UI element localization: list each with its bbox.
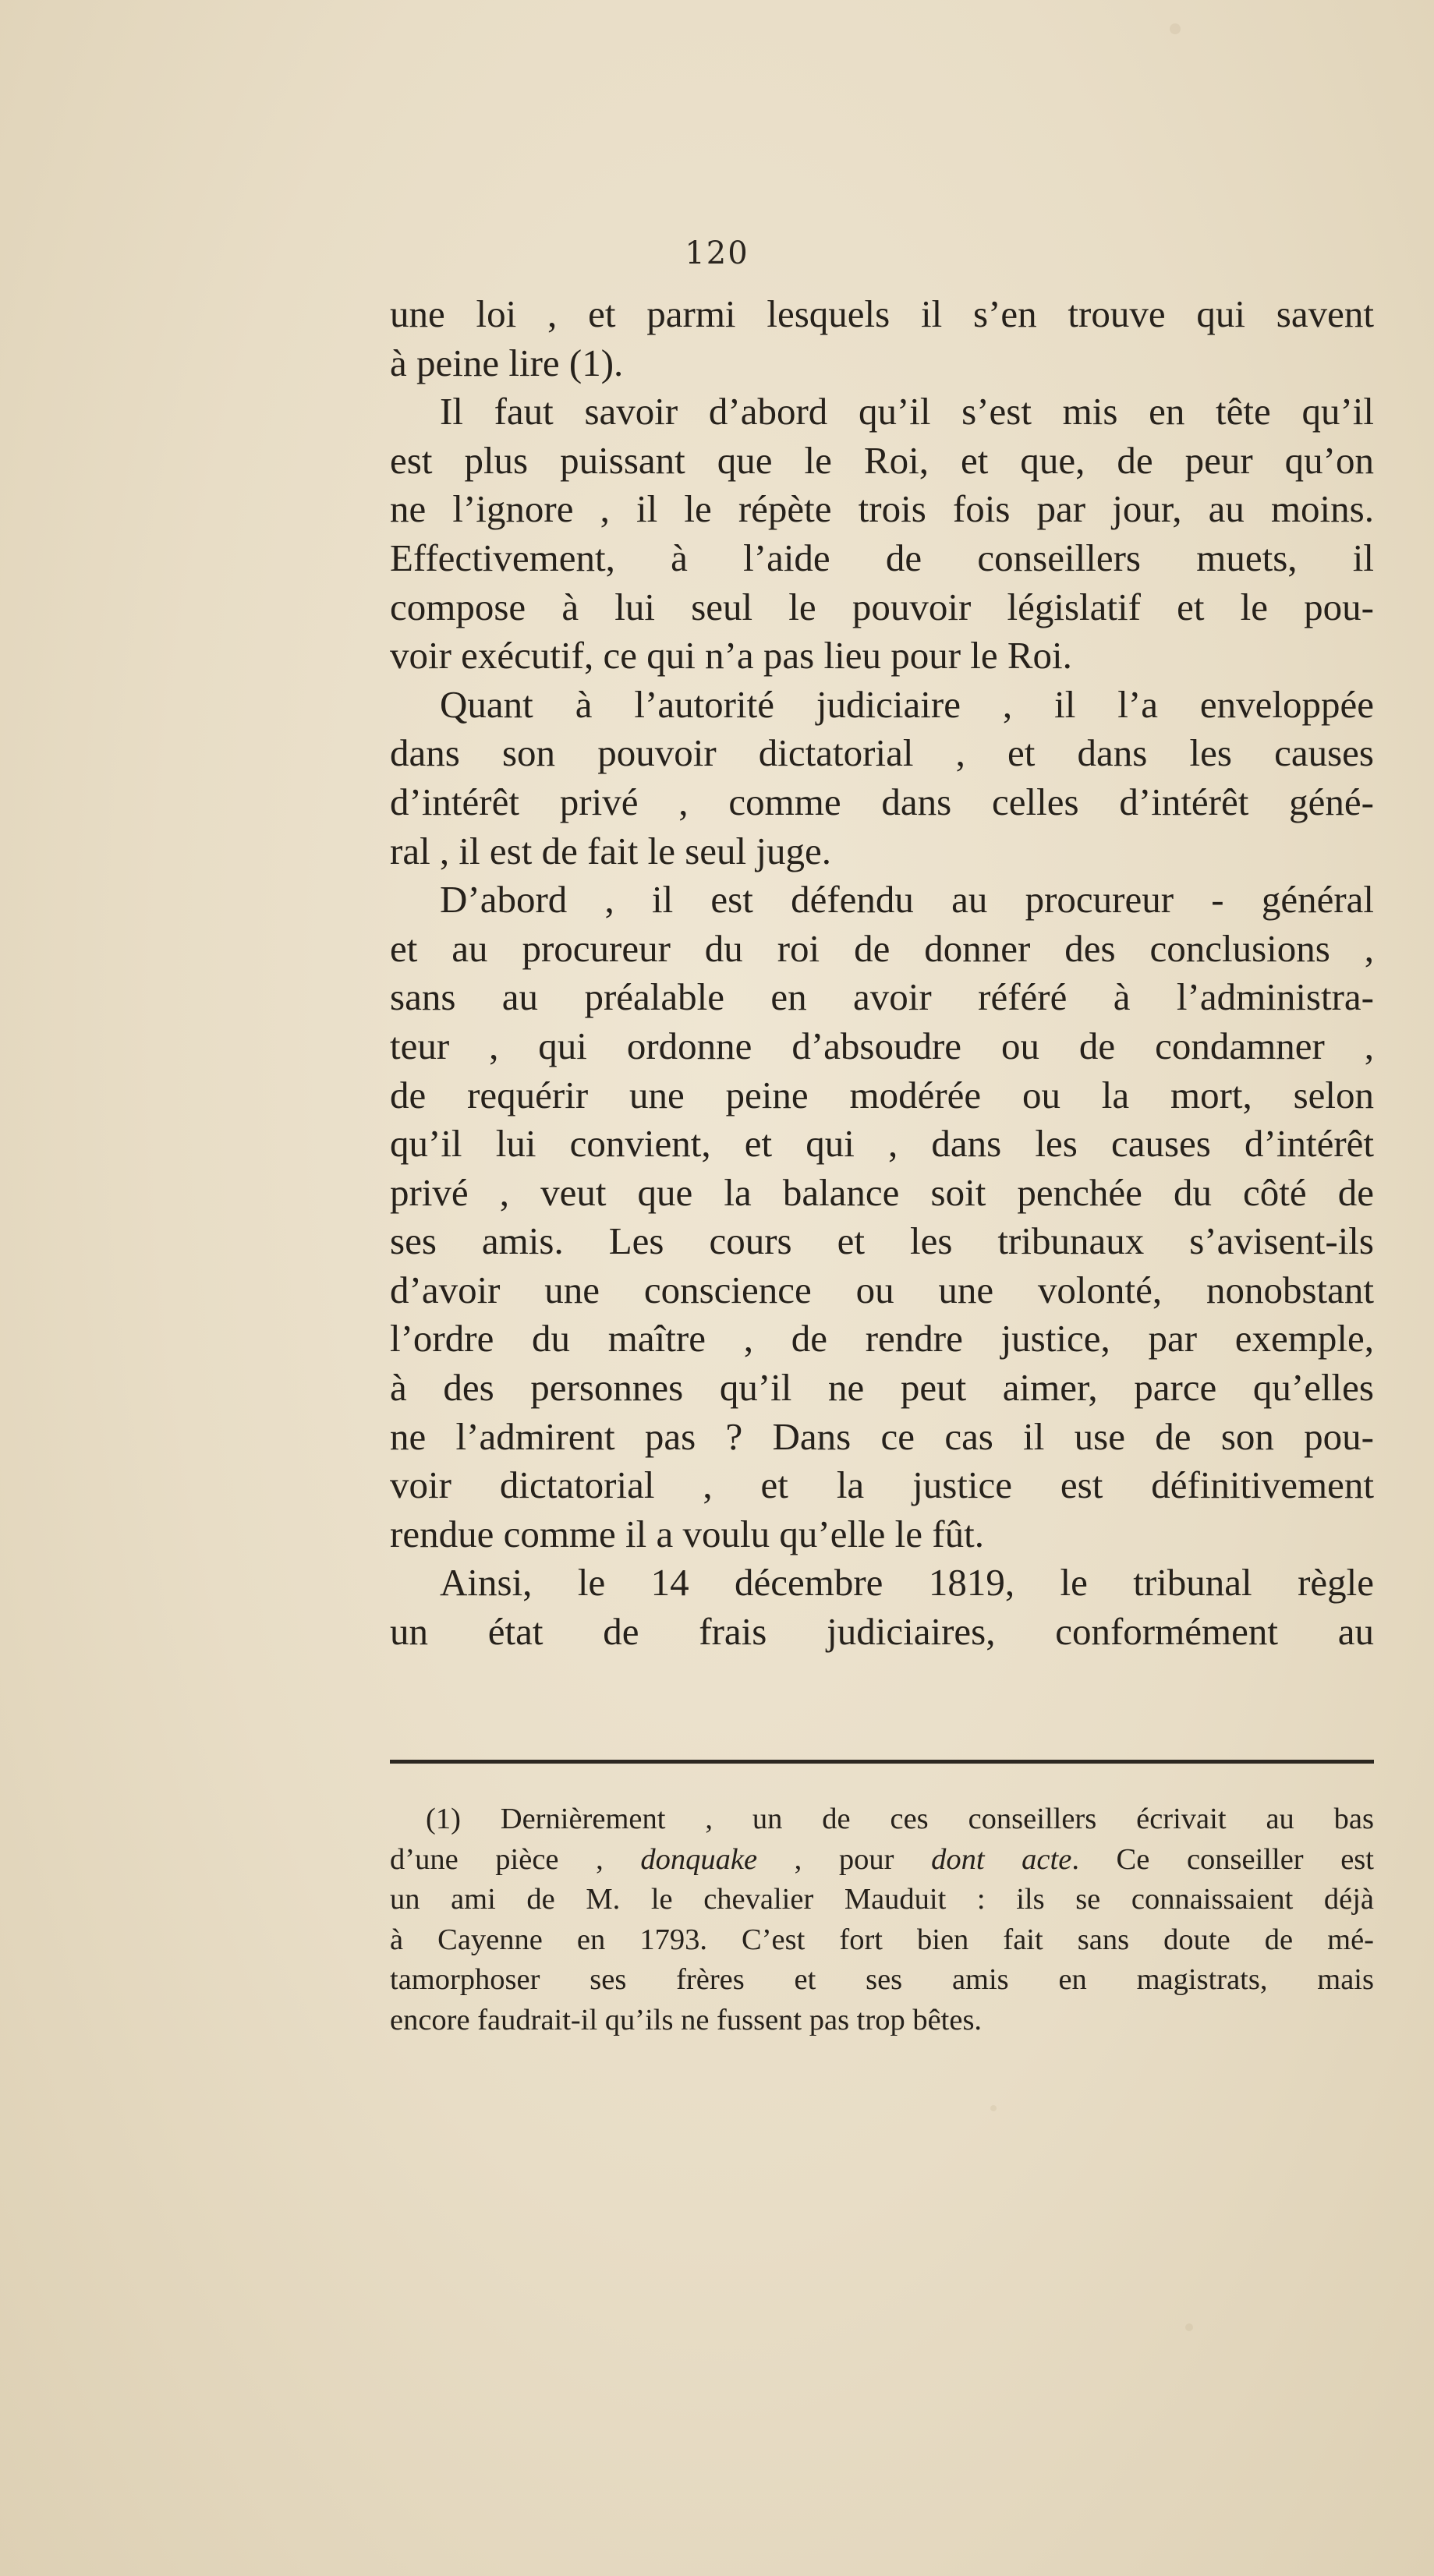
text-line: d’intérêt privé , comme dans celles d’intérêt géné- (390, 780, 1374, 823)
text-line: dans son pouvoir dictatorial , et dans les causes (390, 731, 1374, 775)
text-line: ne l’ignore , il le répète trois fois par jour, au moins. (390, 487, 1374, 531)
text-line: de requérir une peine modérée ou la mort, selon (390, 1073, 1374, 1116)
text-line: voir exécutif, ce qui n’a pas lieu pour le Roi. (390, 634, 1072, 678)
text-line: Il faut savoir d’abord qu’il s’est mis en tête qu’il (440, 390, 1374, 433)
body-text (390, 290, 1374, 1657)
text-line: qu’il lui convient, et qui , dans les causes d’intérêt (390, 1122, 1374, 1166)
paper-stain (990, 2105, 997, 2111)
footnote-line: tamorphoser ses frères et ses amis en magistrats, mais (390, 1963, 1374, 1997)
text-line: ses amis. Les cours et les tribunaux s’avisent-ils (390, 1219, 1374, 1263)
text-line: D’abord , il est défendu au procureur - général (440, 878, 1374, 922)
text-line: d’avoir une conscience ou une volonté, nonobstant (390, 1268, 1374, 1311)
footnote-line: (1) Dernièrement , un de ces conseillers écrivait au bas (426, 1803, 1374, 1835)
text-line: teur , qui ordonne d’absoudre ou de condamner , (390, 1024, 1374, 1067)
text-line: voir dictatorial , et la justice est définitivement (390, 1463, 1374, 1507)
italic-term: dont acte (931, 1842, 1072, 1876)
text-line: sans au préalable en avoir référé à l’administra- (390, 975, 1374, 1019)
italic-term: donquake (640, 1842, 758, 1876)
paper-stain (1185, 2323, 1193, 2331)
page-number: 120 (685, 235, 749, 271)
text-line: et au procureur du roi de donner des conclusions , (390, 926, 1374, 970)
text-line: est plus puissant que le Roi, et que, de peur qu’on (390, 438, 1374, 482)
text-line: à peine lire (1). (390, 341, 624, 384)
text-line: ne l’admirent pas ? Dans ce cas il use de son pou- (390, 1414, 1374, 1458)
footnote-line: à Cayenne en 1793. C’est fort bien fait sans doute de mé- (390, 1923, 1374, 1956)
footnote-line: encore faudrait-il qu’ils ne fussent pas trop bêtes. (390, 2003, 983, 2036)
paper-stain (1170, 23, 1181, 34)
footnote-line: d’une pièce , donquake , pour dont acte. Ce conseiller est (390, 1842, 1374, 1876)
text-line: rendue comme il a voulu qu’elle le fût. (390, 1512, 984, 1555)
text-line: une loi , et parmi lesquels il s’en trouve qui savent (390, 292, 1374, 335)
text-line: un état de frais judiciaires, conformément au (390, 1610, 1374, 1654)
text-line: ral , il est de fait le seul juge. (390, 829, 832, 872)
text-line: Quant à l’autorité judiciaire , il l’a enveloppée (440, 682, 1374, 726)
text-line: privé , veut que la balance soit penchée du côté de (390, 1170, 1374, 1214)
text-line: Effectivement, à l’aide de conseillers muets, il (390, 536, 1374, 579)
footnote-separator-rule (390, 1760, 1374, 1764)
footnote (390, 1799, 1374, 2041)
text-line: Ainsi, le 14 décembre 1819, le tribunal règle (440, 1561, 1374, 1605)
footnote-line: un ami de M. le chevalier Mauduit : ils se connaissaient déjà (390, 1883, 1374, 1916)
text-line: l’ordre du maître , de rendre justice, par exemple, (390, 1317, 1374, 1361)
text-line: à des personnes qu’il ne peut aimer, parce qu’elles (390, 1366, 1374, 1410)
text-line: compose à lui seul le pouvoir législatif et le pou- (390, 585, 1374, 628)
